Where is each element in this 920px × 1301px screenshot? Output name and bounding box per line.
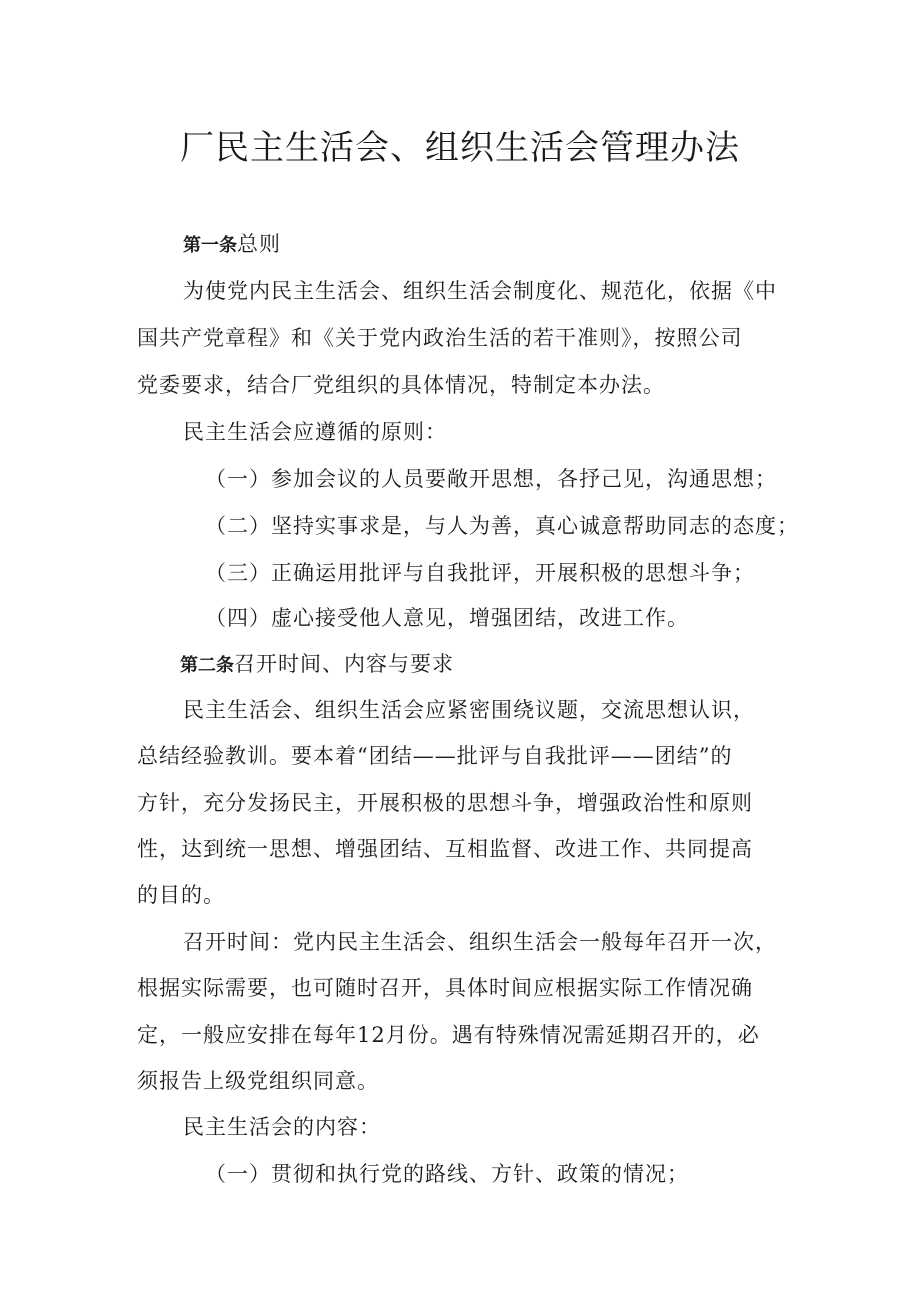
- article-1-title: 总则: [237, 232, 281, 256]
- article-2-para-line: 定，一般应安排在每年12月份。遇有特殊情况需延期召开的，必: [137, 1023, 760, 1047]
- article-2-label: 第二条: [180, 655, 234, 676]
- article-2-title: 召开时间、内容与要求: [234, 652, 454, 676]
- principle-item: （三）正确运用批评与自我批评，开展积极的思想斗争；: [205, 561, 755, 585]
- article-2-para-line: 方针，充分发扬民主，开展积极的思想斗争，增强政治性和原则: [137, 791, 753, 815]
- article-1-para-line: 党委要求，结合厂党组织的具体情况，特制定本办法。: [137, 373, 665, 397]
- article-2-para-line: 召开时间：党内民主生活会、组织生活会一般每年召开一次，: [183, 930, 777, 954]
- principle-item: （四）虚心接受他人意见，增强团结，改进工作。: [205, 606, 689, 630]
- content-item: （一）贯彻和执行党的路线、方针、政策的情况；: [205, 1162, 689, 1186]
- principle-item: （二）坚持实事求是，与人为善，真心诚意帮助同志的态度；: [205, 514, 799, 538]
- article-2-para-line: 总结经验教训。要本着“团结——批评与自我批评——团结”的: [137, 744, 733, 768]
- principles-intro: 民主生活会应遵循的原则：: [183, 420, 447, 444]
- principle-item: （一）参加会议的人员要敞开思想，各抒己见，沟通思想；: [205, 467, 777, 491]
- article-1-para-line: 为使党内民主生活会、组织生活会制度化、规范化，依据《中: [183, 279, 777, 303]
- article-2-para-line: 性，达到统一思想、增强团结、互相监督、改进工作、共同提高: [137, 837, 753, 861]
- article-1-label: 第一条: [183, 235, 237, 256]
- article-2-heading: [180, 649, 454, 681]
- document-title: 厂民主生活会、组织生活会管理办法: [180, 128, 740, 168]
- article-2-para-line: 须报告上级党组织同意。: [137, 1069, 379, 1093]
- article-2-para-line: 民主生活会、组织生活会应紧密围绕议题，交流思想认识，: [183, 698, 755, 722]
- article-1-para-line: 国共产党章程》和《关于党内政治生活的若干准则》，按照公司: [137, 326, 743, 350]
- article-2-para-line: 根据实际需要，也可随时召开，具体时间应根据实际工作情况确: [137, 976, 753, 1000]
- article-1-heading: [183, 229, 281, 261]
- article-2-para-line: 的目的。: [137, 883, 225, 907]
- content-intro: 民主生活会的内容：: [183, 1115, 381, 1139]
